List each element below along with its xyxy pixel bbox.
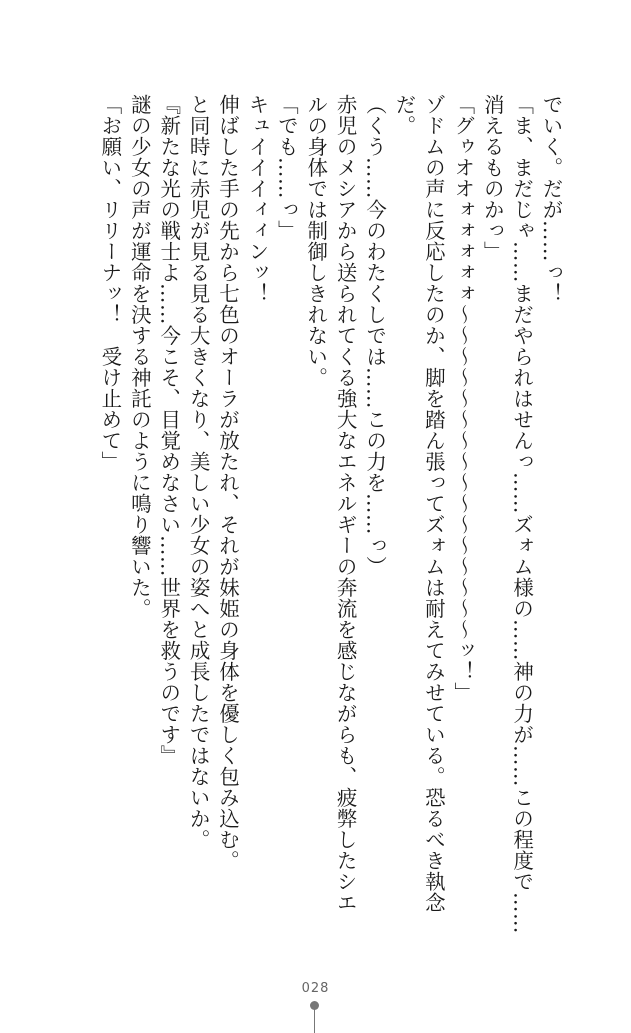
text-line: 「グゥオオォォォォォ～～～～～～～～～～～～～～～～ッ！」 [450,94,475,703]
text-line: だ。 [391,94,416,136]
page-number: 028 [301,981,330,996]
text-line: 『新たな光の戦士よ……今こそ、目覚めなさい……世界を救うのです』 [156,94,181,766]
text-line: ルの身体では制御しきれない。 [303,94,328,388]
text-line: 「でも……っ」 [274,94,299,241]
text-line: 赤児のメシアから送られてくる強大なエネルギーの奔流を感じながらも、疲弊したシエ [333,94,358,913]
text-line: と同時に赤児が見る見る大きくなり、美しい少女の姿へと成長したではないか。 [186,94,211,850]
text-line: 「ま、まだじゃ……まだやられはせんっ……ズォム様の……神の力が……この程度で…… [509,94,534,934]
text-line: 伸ばした手の先から七色のオーラが放たれ、それが妹姫の身体を優しく包み込む。 [215,94,240,871]
text-line: ゾドムの声に反応したのか、脚を踏ん張ってズォムは耐えてみせている。恐るべき執念 [421,94,446,913]
text-line: でいく。だが……っ！ [539,94,563,304]
vertical-text-body [95,94,566,994]
text-line: 消えるものかっ」 [480,94,505,262]
text-line: 謎の少女の声が運命を決する神託のように鳴り響いた。 [127,94,152,619]
folio-rule-ornament [314,1009,315,1033]
text-line: （くう……今のわたくしでは……この力を……っ） [362,94,387,577]
text-line: キュイイイィィンッ！ [244,94,269,304]
text-line: 「お願い、リリーナッ！ 受け止めて」 [97,94,122,472]
